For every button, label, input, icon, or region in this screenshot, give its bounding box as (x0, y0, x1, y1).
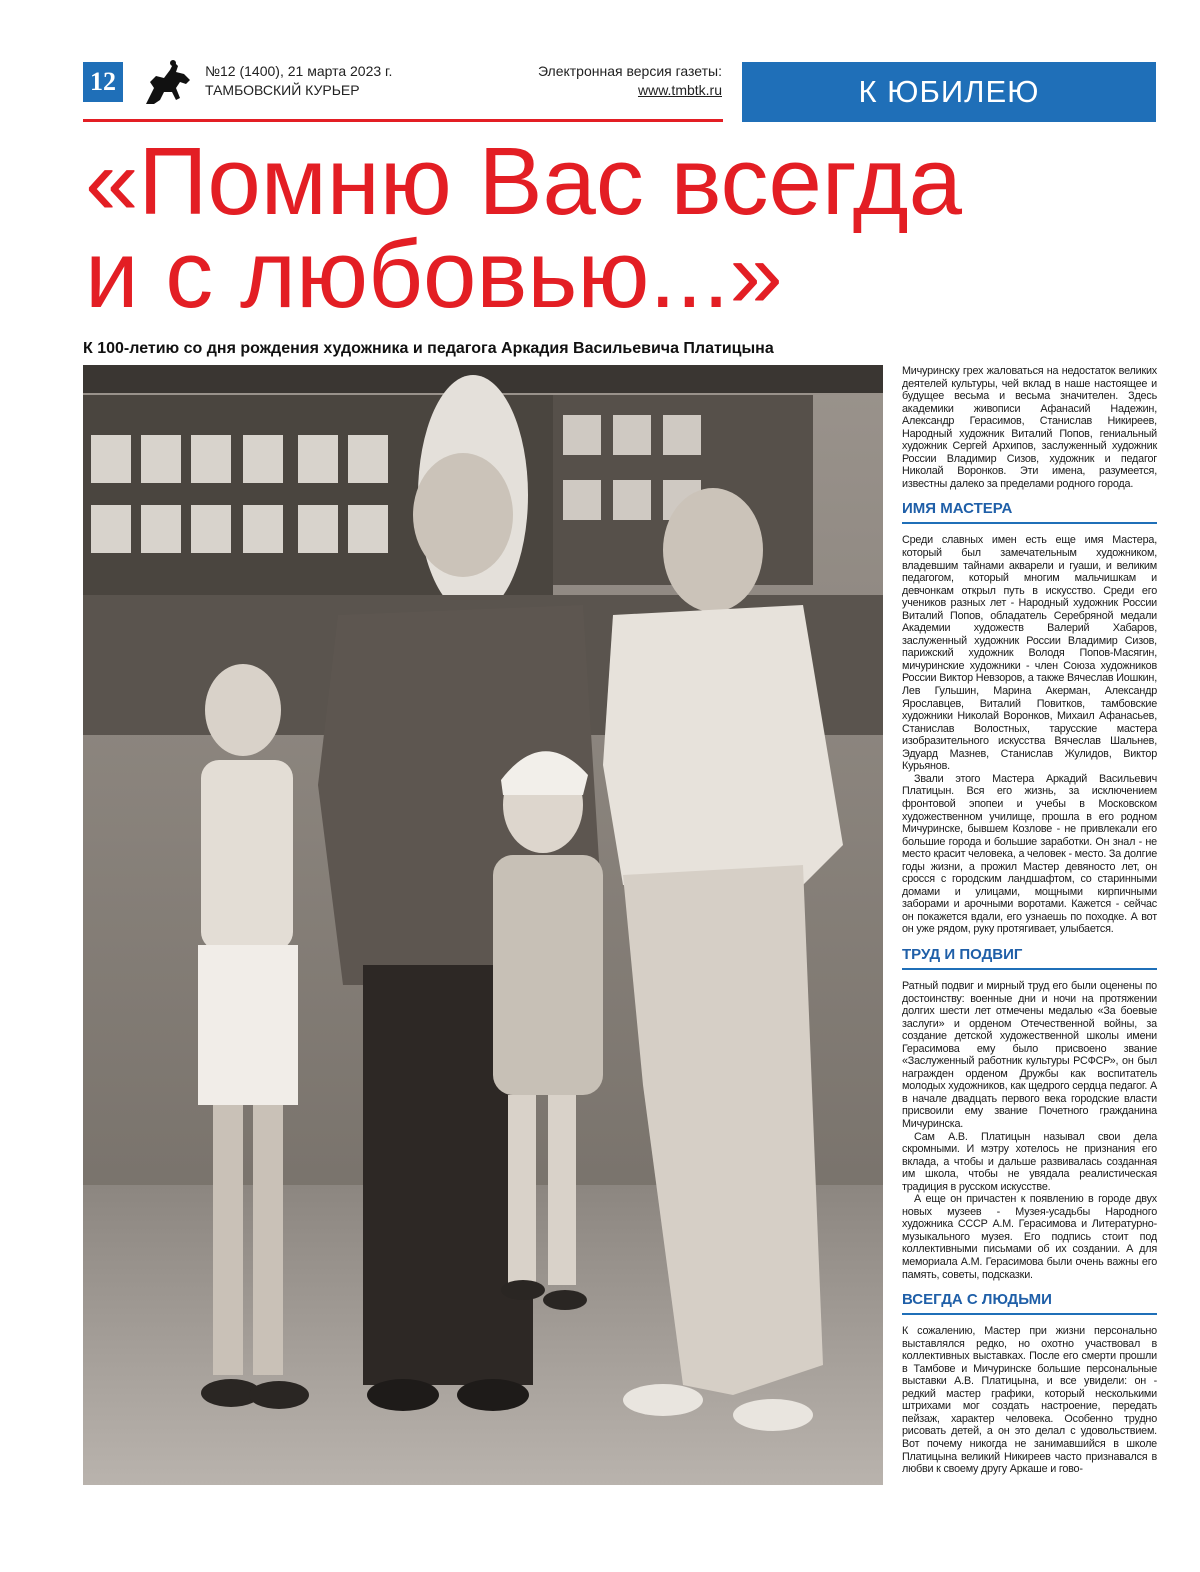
title-line-1: «Помню Вас всегда (85, 128, 962, 235)
issue-line: №12 (1400), 21 марта 2023 г. (205, 63, 393, 79)
horse-rider-logo-icon (140, 58, 194, 106)
header-divider (83, 119, 723, 122)
issue-info (205, 62, 392, 100)
section-2-paragraph-3: А еще он причастен к появлению в городе двух новых музеев - Музея-усадьбы Народного художника СССР А.М. Герасимова и Литературно-музыкального музея. Его подпись стоит под коллективными письмами об их создании. А для мемориала А.М. Герасимова были очень важны его память, советы, подсказки. (902, 1193, 1157, 1281)
article-photo (83, 365, 883, 1485)
section-label: К ЮБИЛЕЮ (742, 62, 1156, 122)
eversion-link[interactable]: www.tmbtk.ru (637, 82, 722, 98)
section-2-paragraph-2: Сам А.В. Платицын называл свои дела скромными. И мэтру хотелось не признания его вклада, а чтобы и дальше развивалась созданная им школа, чтобы не увядала реалистическая традиция в русском искусстве. (902, 1130, 1157, 1193)
article-subtitle: К 100-летию со дня рождения художника и педагога Аркадия Васильевича Платицына (83, 340, 774, 357)
section-3-paragraph-1: К сожалению, Мастер при жизни персонально выставлялся редко, но охотно участвовал в коллективных выставках. После его смерти прошли в Тамбове и Мичуринске большие персональные выставки А.В. Платицына, и все увидели: он - редкий мастер графики, который несколькими штрихами мог создать настроение, передать пейзаж, характер человека. Особенно трудно рисовать детей, а он это делал с удовольствием. Вот почему никогда не занимавшийся в школе Платицына великий Никиреев часто признавался в любви к своему другу Аркаше и гово- (902, 1325, 1157, 1476)
article-title (85, 128, 1165, 328)
section-heading-1: ИМЯ МАСТЕРА (902, 500, 1157, 524)
title-line-2: и с любовью...» (85, 221, 783, 328)
section-2-paragraph-1: Ратный подвиг и мирный труд его были оценены по достоинству: военные дни и ночи на протяжении долгих шести лет отмечены медалью «За боевые заслуги» и орденом Отечественной войны, за создание детской художественной школы имени Герасимова ему было присвоено звание «Заслуженный работник культуры РСФСР», он был награжден орденом Дружбы как воспитатель молодых художников, как щедрого сердца педагог. А в начале двадцать первого века городские власти присвоили ему звание Почетного гражданина Мичуринска. (902, 979, 1157, 1130)
article-intro: Мичуринску грех жаловаться на недостаток великих деятелей культуры, чей вклад в наше настоящее и будущее весьма и весьма значителен. Здесь академики живописи Афанасий Надежин, Александр Герасимов, Станислав Никиреев, Народный художник Виталий Попов, гениальный художник Сергей Архипов, заслуженный художник России Владимир Сизов, художник и педагог Николай Воронков. Эти имена, разумеется, известны далеко за пределами родного города. (902, 365, 1157, 490)
section-1-paragraph-2: Звали этого Мастера Аркадий Васильевич Платицын. Вся его жизнь, за исключением фронтовой эпопеи и учебы в Московском художественном училище, прошла в его родном Мичуринске, бывшем Козлове - не привлекали его большие города и большие заработки. Он знал - не место красит человека, а человек - место. За долгие годы жизни, а прожил Мастер девяносто лет, он сросся с городским ландшафтом, со старинными домами и улицами, мощными кирпичными заборами и арочными воротами. Кажется - сейчас он покажется вдали, его узнаешь по походке. А вот он уже рядом, руку протягивает, улыбается. (902, 772, 1158, 936)
page-number: 12 (83, 62, 123, 102)
eversion-label: Электронная версия газеты: (537, 63, 722, 79)
section-1-paragraph-1: Среди славных имен есть еще имя Мастера, который был замечательным художником, владевшим тайнами акварели и гуаши, и великим педагогом, который многим мальчишкам и девчонкам открыл путь в искусство. Среди его учеников разных лет - Народный художник России Виталий Попов, обладатель Серебряной медали Академии художеств Валерий Хабаров, заслуженный художник России Владимир Сизов, парижский художник Володя Попов-Масягин, мичуринские художники - член Союза художников России Виктор Невзоров, а также Вячеслав Иошкин, Лев Гульшин, Марина Акерман, Александр Ярославцев, Виталий Повитков, тамбовские художники Николай Воронков, Михаил Афанасьев, Станислав Волостных, тарусские мастера изобразительного искусства Вячеслав Шальнев, Эдуард Мазнев, Станислав Жулидов, Виктор Курьянов. (902, 534, 1157, 773)
section-heading-2: ТРУД И ПОДВИГ (902, 946, 1157, 970)
section-heading-3: ВСЕГДА С ЛЮДЬМИ (902, 1291, 1157, 1315)
electronic-version (500, 62, 722, 100)
article-text-column (902, 365, 1157, 1476)
paper-name: ТАМБОВСКИЙ КУРЬЕР (205, 82, 360, 98)
photo-illustration (83, 365, 883, 1485)
